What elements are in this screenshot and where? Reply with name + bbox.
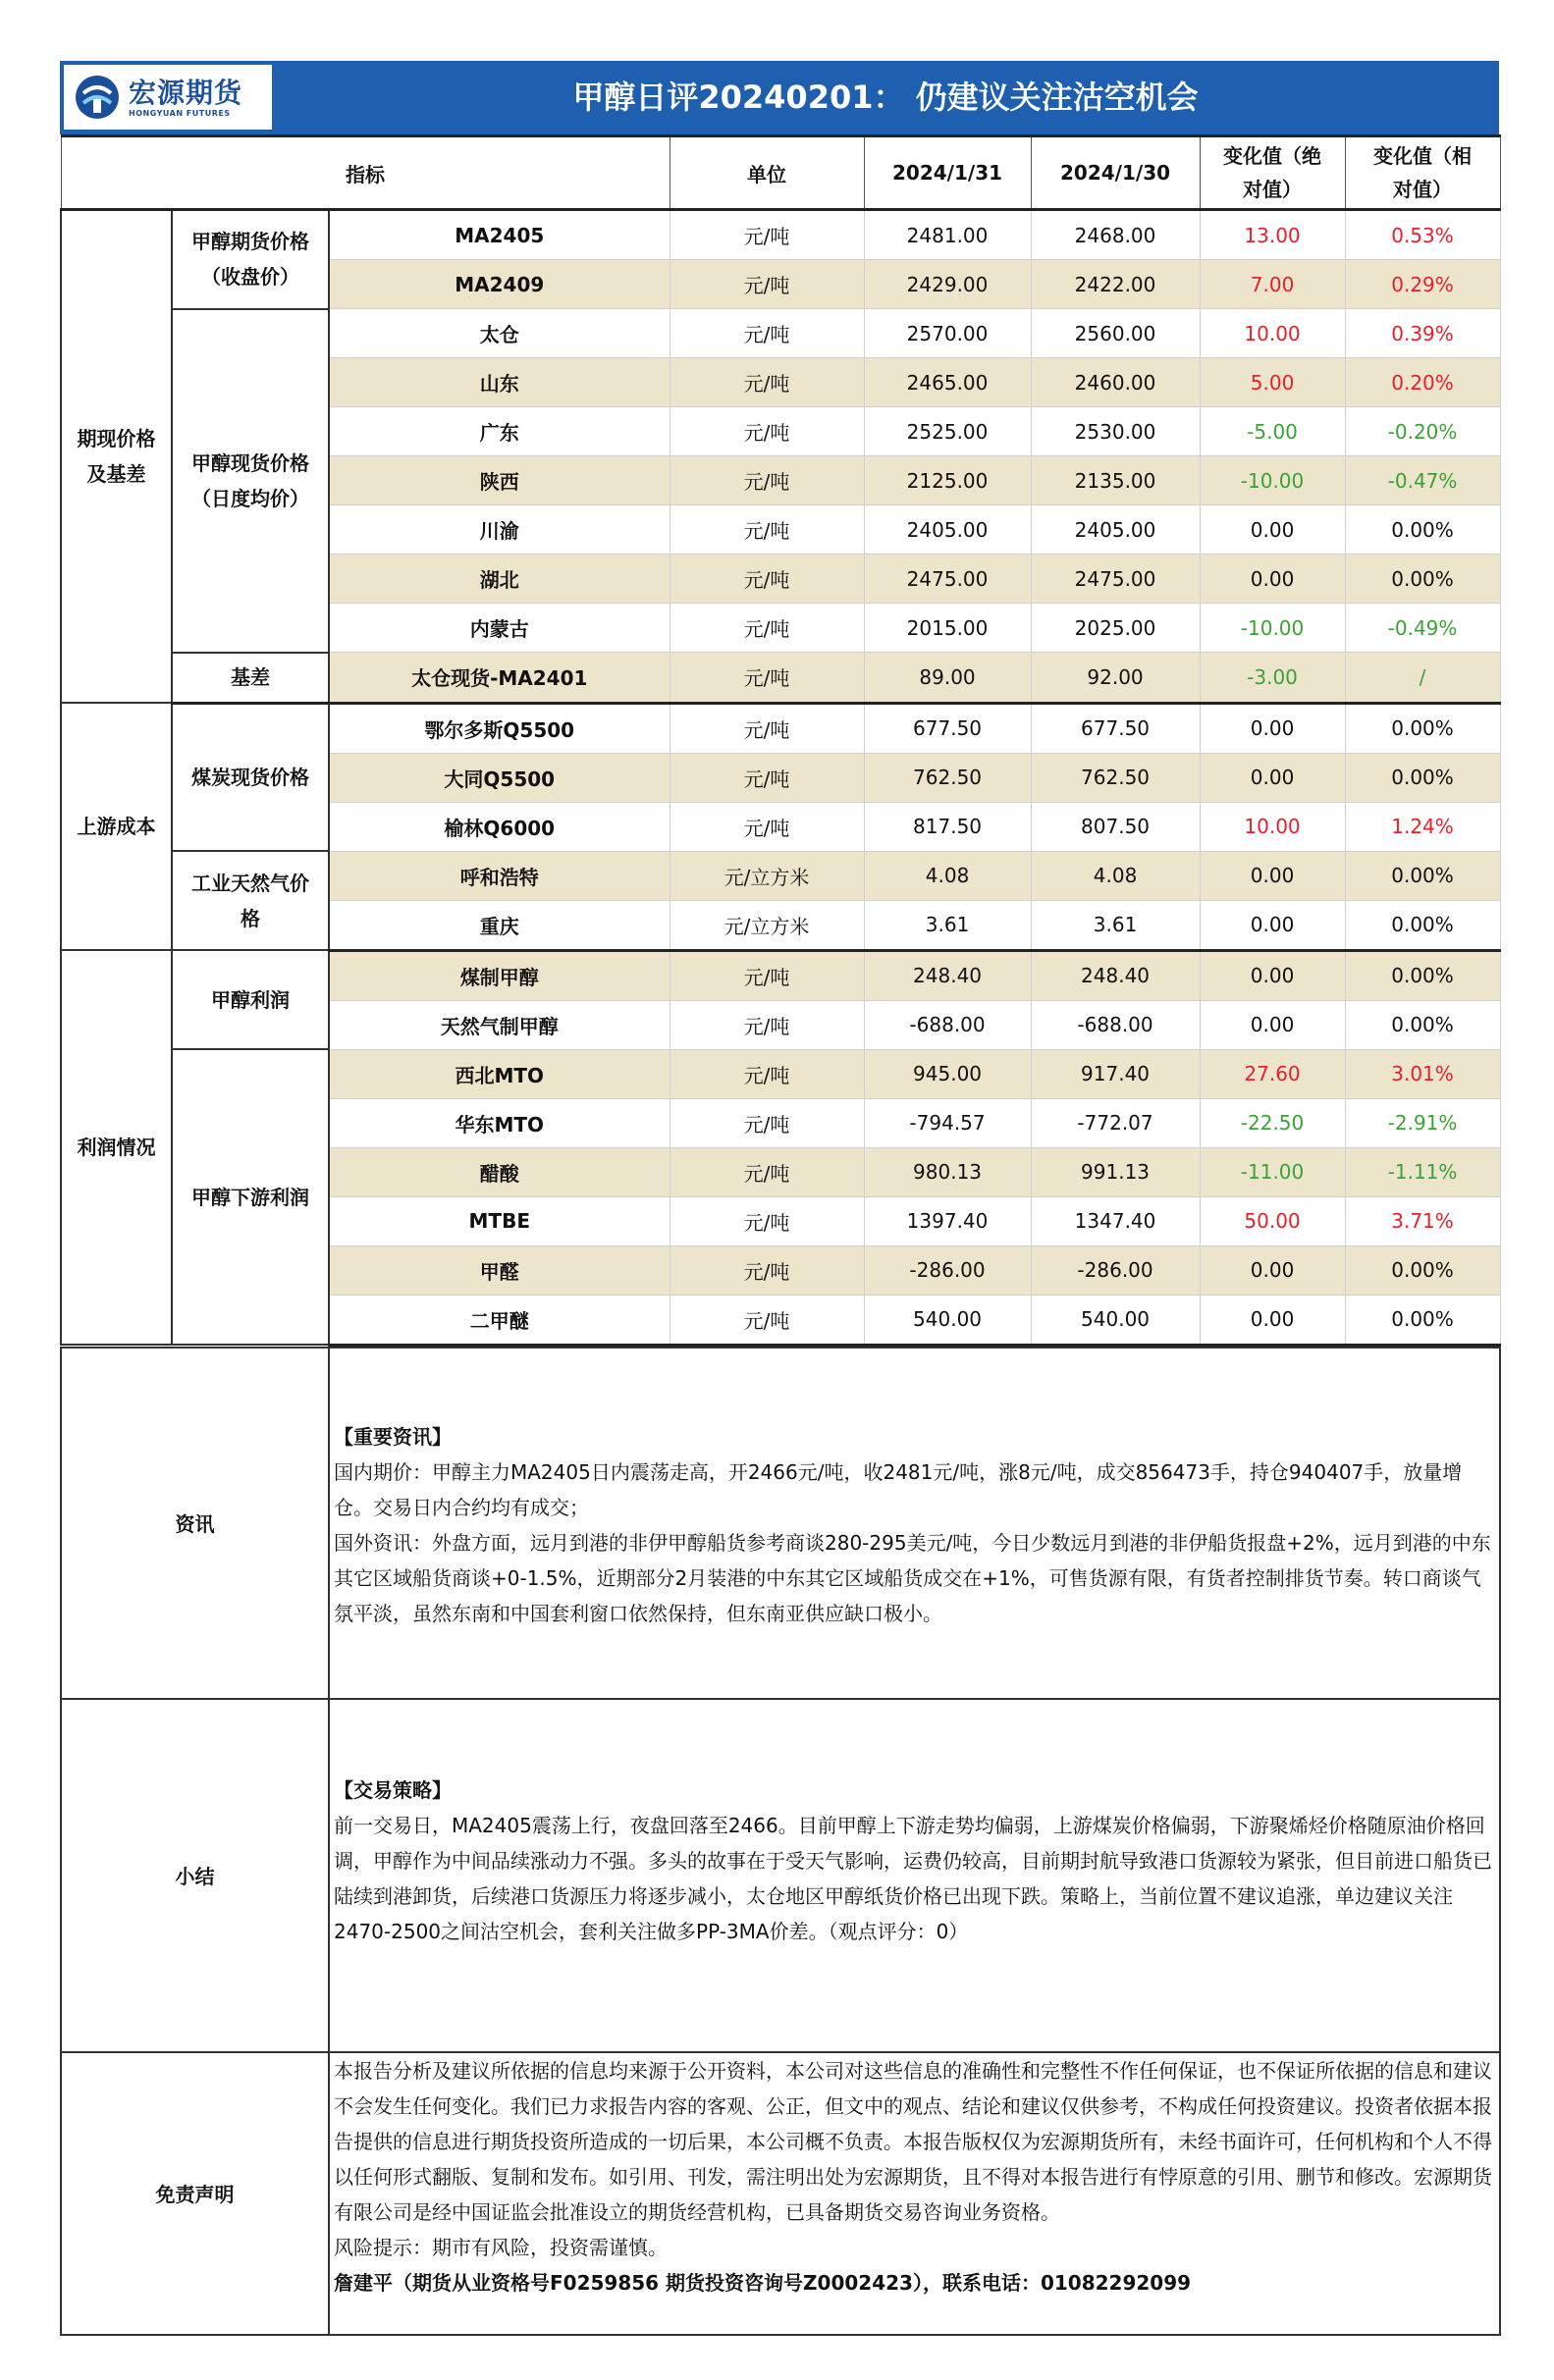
abs-change-cell: -10.00: [1200, 604, 1345, 653]
unit-cell: 元/吨: [670, 555, 864, 604]
value-date1-cell: 89.00: [864, 653, 1031, 704]
summary-body: [329, 1699, 1500, 2052]
news-domestic: 国内期价：甲醇主力MA2405日内震荡走高，开2466元/吨，收2481元/吨，涨8元/吨，成交856473手，持仓940407手，放量增仓。交易日内合约均有成交；: [334, 1459, 1463, 1519]
indicator-cell: 鄂尔多斯Q5500: [329, 703, 670, 753]
unit-cell: 元/吨: [670, 1196, 864, 1245]
indicator-cell: 太仓现货-MA2401: [329, 653, 670, 704]
unit-cell: 元/吨: [670, 1147, 864, 1196]
commentary-table: [60, 1347, 1501, 2336]
abs-change-cell: 0.00: [1200, 555, 1345, 604]
unit-cell: 元/吨: [670, 1295, 864, 1345]
value-date2-cell: 540.00: [1031, 1295, 1200, 1345]
value-date1-cell: 2465.00: [864, 358, 1031, 407]
rel-change-cell: 0.00%: [1345, 900, 1500, 950]
unit-cell: 元/吨: [670, 1245, 864, 1295]
value-date2-cell: 2475.00: [1031, 555, 1200, 604]
subgroup-label: 工业天然气价格: [172, 851, 329, 950]
abs-change-cell: 5.00: [1200, 358, 1345, 407]
indicator-cell: 山东: [329, 358, 670, 407]
indicator-cell: 川渝: [329, 505, 670, 555]
value-date2-cell: -286.00: [1031, 1245, 1200, 1295]
news-label: 资讯: [61, 1348, 329, 1699]
value-date2-cell: 248.40: [1031, 950, 1200, 1000]
value-date1-cell: 2429.00: [864, 260, 1031, 309]
rel-change-cell: 0.53%: [1345, 210, 1500, 260]
value-date1-cell: -688.00: [864, 1000, 1031, 1049]
unit-cell: 元/吨: [670, 703, 864, 753]
rel-change-cell: 0.00%: [1345, 703, 1500, 753]
indicator-cell: 二甲醚: [329, 1295, 670, 1345]
rel-change-cell: 3.01%: [1345, 1049, 1500, 1098]
value-date1-cell: -794.57: [864, 1098, 1031, 1147]
value-date2-cell: 2135.00: [1031, 456, 1200, 505]
news-body: [329, 1348, 1500, 1699]
value-date1-cell: 677.50: [864, 703, 1031, 753]
value-date2-cell: 917.40: [1031, 1049, 1200, 1098]
value-date1-cell: 248.40: [864, 950, 1031, 1000]
report-header: [60, 61, 1499, 134]
rel-change-cell: 1.24%: [1345, 802, 1500, 851]
disclaimer-body: [329, 2052, 1500, 2335]
rel-change-cell: -1.11%: [1345, 1147, 1500, 1196]
indicator-cell: 太仓: [329, 309, 670, 358]
subgroup-label: 甲醇现货价格（日度均价）: [172, 309, 329, 653]
indicator-cell: 呼和浩特: [329, 851, 670, 900]
abs-change-cell: -3.00: [1200, 653, 1345, 704]
abs-change-cell: 7.00: [1200, 260, 1345, 309]
value-date2-cell: 2560.00: [1031, 309, 1200, 358]
abs-change-cell: 0.00: [1200, 950, 1345, 1000]
summary-label: 小结: [61, 1699, 329, 2052]
rel-change-cell: 0.29%: [1345, 260, 1500, 309]
summary-tag: 【交易策略】: [334, 1777, 452, 1802]
value-date2-cell: 3.61: [1031, 900, 1200, 950]
unit-cell: 元/吨: [670, 309, 864, 358]
table-row: [61, 309, 1500, 358]
abs-change-cell: 0.00: [1200, 1295, 1345, 1345]
value-date2-cell: 2468.00: [1031, 210, 1200, 260]
indicator-cell: 榆林Q6000: [329, 802, 670, 851]
indicator-cell: 甲醛: [329, 1245, 670, 1295]
value-date1-cell: 980.13: [864, 1147, 1031, 1196]
value-date2-cell: 762.50: [1031, 753, 1200, 802]
unit-cell: 元/吨: [670, 407, 864, 456]
value-date1-cell: 2525.00: [864, 407, 1031, 456]
abs-change-cell: -5.00: [1200, 407, 1345, 456]
rel-change-cell: 0.00%: [1345, 1295, 1500, 1345]
value-date2-cell: 991.13: [1031, 1147, 1200, 1196]
news-tag: 【重要资讯】: [334, 1424, 452, 1449]
unit-cell: 元/吨: [670, 1000, 864, 1049]
subgroup-label: 甲醇期货价格（收盘价）: [172, 210, 329, 309]
subgroup-label: 基差: [172, 653, 329, 704]
value-date1-cell: 1397.40: [864, 1196, 1031, 1245]
group-label: 期现价格及基差: [61, 210, 172, 704]
news-section: [61, 1348, 1500, 1699]
report-sheet: [60, 61, 1499, 2336]
col-abs-change: 变化值（绝对值）: [1200, 136, 1345, 210]
value-date1-cell: 540.00: [864, 1295, 1031, 1345]
rel-change-cell: 0.00%: [1345, 505, 1500, 555]
table-row: [61, 210, 1500, 260]
logo-mark-icon: [74, 74, 121, 121]
rel-change-cell: 0.00%: [1345, 851, 1500, 900]
rel-change-cell: /: [1345, 653, 1500, 704]
logo-name-en: HONGYUAN FUTURES: [129, 108, 231, 118]
subgroup-label: 煤炭现货价格: [172, 703, 329, 851]
table-row: [61, 1049, 1500, 1098]
unit-cell: 元/吨: [670, 1098, 864, 1147]
indicator-cell: 大同Q5500: [329, 753, 670, 802]
value-date1-cell: -286.00: [864, 1245, 1031, 1295]
value-date1-cell: 2405.00: [864, 505, 1031, 555]
value-date1-cell: 2015.00: [864, 604, 1031, 653]
unit-cell: 元/吨: [670, 653, 864, 704]
abs-change-cell: -10.00: [1200, 456, 1345, 505]
indicator-cell: 天然气制甲醇: [329, 1000, 670, 1049]
abs-change-cell: 0.00: [1200, 703, 1345, 753]
abs-change-cell: 0.00: [1200, 1245, 1345, 1295]
value-date1-cell: 945.00: [864, 1049, 1031, 1098]
abs-change-cell: 0.00: [1200, 753, 1345, 802]
rel-change-cell: 3.71%: [1345, 1196, 1500, 1245]
table-body: [61, 210, 1500, 1346]
rel-change-cell: -0.47%: [1345, 456, 1500, 505]
value-date2-cell: 4.08: [1031, 851, 1200, 900]
rel-change-cell: -2.91%: [1345, 1098, 1500, 1147]
value-date1-cell: 762.50: [864, 753, 1031, 802]
unit-cell: 元/吨: [670, 753, 864, 802]
abs-change-cell: 0.00: [1200, 851, 1345, 900]
indicator-cell: 内蒙古: [329, 604, 670, 653]
indicator-cell: 华东MTO: [329, 1098, 670, 1147]
indicator-cell: MA2405: [329, 210, 670, 260]
author-line: 詹建平（期货从业资格号F0259856 期货投资咨询号Z0002423），联系电话：01082292099: [334, 2270, 1192, 2295]
abs-change-cell: 0.00: [1200, 1000, 1345, 1049]
col-indicator: 指标: [61, 136, 670, 210]
subgroup-label: 甲醇利润: [172, 950, 329, 1049]
news-overseas: 国外资讯：外盘方面，远月到港的非伊甲醇船货参考商谈280-295美元/吨，今日少数远月到港的非伊船货报盘+2%，远月到港的中东其它区域船货商谈+0-1.5%，近期部分2月装港的中东其它区域船货成交在+1%，可售货源有限，有货者控制排货节奏。转口商谈气氛平淡，虽然东南和中国套利窗口依然保持，但东南亚供应缺口极小。: [334, 1530, 1491, 1625]
rel-change-cell: 0.00%: [1345, 1245, 1500, 1295]
unit-cell: 元/立方米: [670, 900, 864, 950]
unit-cell: 元/吨: [670, 210, 864, 260]
subgroup-label: 甲醇下游利润: [172, 1049, 329, 1345]
summary-section: [61, 1699, 1500, 2052]
value-date2-cell: 2405.00: [1031, 505, 1200, 555]
table-row: [61, 851, 1500, 900]
rel-change-cell: 0.00%: [1345, 753, 1500, 802]
value-date2-cell: 2460.00: [1031, 358, 1200, 407]
value-date2-cell: -772.07: [1031, 1098, 1200, 1147]
disclaimer-text: 本报告分析及建议所依据的信息均来源于公开资料，本公司对这些信息的准确性和完整性不作任何保证，也不保证所依据的信息和建议不会发生任何变化。我们已力求报告内容的客观、公正，但文中的观点、结论和建议仅供参考，不构成任何投资建议。投资者依据本报告提供的信息进行期货投资所造成的一切后果，本公司概不负责。本报告版权仅为宏源期货所有，未经书面许可，任何机构和个人不得以任何形式翻版、复制和发布。如引用、刊发，需注明出处为宏源期货，且不得对本报告进行有悖原意的引用、删节和修改。宏源期货有限公司是经中国证监会批准设立的期货经营机构，已具备期货交易咨询业务资格。: [334, 2058, 1492, 2224]
indicator-cell: 煤制甲醇: [329, 950, 670, 1000]
value-date1-cell: 4.08: [864, 851, 1031, 900]
unit-cell: 元/立方米: [670, 851, 864, 900]
unit-cell: 元/吨: [670, 1049, 864, 1098]
value-date1-cell: 2475.00: [864, 555, 1031, 604]
abs-change-cell: -11.00: [1200, 1147, 1345, 1196]
abs-change-cell: 0.00: [1200, 900, 1345, 950]
indicator-cell: 陕西: [329, 456, 670, 505]
indicator-cell: 湖北: [329, 555, 670, 604]
logo-name-cn: 宏源期货: [129, 76, 243, 109]
rel-change-cell: 0.00%: [1345, 555, 1500, 604]
group-label: 上游成本: [61, 703, 172, 950]
indicator-cell: MTBE: [329, 1196, 670, 1245]
table-row: [61, 950, 1500, 1000]
group-label: 利润情况: [61, 950, 172, 1345]
abs-change-cell: 50.00: [1200, 1196, 1345, 1245]
value-date2-cell: 1347.40: [1031, 1196, 1200, 1245]
value-date2-cell: 2422.00: [1031, 260, 1200, 309]
abs-change-cell: -22.50: [1200, 1098, 1345, 1147]
unit-cell: 元/吨: [670, 358, 864, 407]
col-rel-change: 变化值（相对值）: [1345, 136, 1500, 210]
rel-change-cell: -0.20%: [1345, 407, 1500, 456]
abs-change-cell: 0.00: [1200, 505, 1345, 555]
report-title: 甲醇日评20240201： 仍建议关注沽空机会: [572, 79, 1199, 116]
rel-change-cell: 0.00%: [1345, 950, 1500, 1000]
value-date1-cell: 3.61: [864, 900, 1031, 950]
company-logo: [64, 65, 272, 130]
unit-cell: 元/吨: [670, 604, 864, 653]
value-date2-cell: 2530.00: [1031, 407, 1200, 456]
value-date2-cell: -688.00: [1031, 1000, 1200, 1049]
value-date1-cell: 817.50: [864, 802, 1031, 851]
table-row: [61, 653, 1500, 704]
unit-cell: 元/吨: [670, 950, 864, 1000]
value-date2-cell: 677.50: [1031, 703, 1200, 753]
indicator-table: [60, 134, 1501, 1347]
disclaimer-section: [61, 2052, 1500, 2335]
value-date2-cell: 807.50: [1031, 802, 1200, 851]
summary-text: 前一交易日，MA2405震荡上行，夜盘回落至2466。目前甲醇上下游走势均偏弱，上游煤炭价格偏弱，下游聚烯烃价格随原油价格回调，甲醇作为中间品续涨动力不强。多头的故事在于受天气影响，运费仍较高，目前期封航导致港口货源较为紧张，但目前进口船货已陆续到港卸货，后续港口货源压力将逐步减小，太仓地区甲醇纸货价格已出现下跌。策略上，当前位置不建议追涨，单边建议关注2470-2500之间沽空机会，套利关注做多PP-3MA价差。（观点评分：0）: [334, 1813, 1492, 1943]
unit-cell: 元/吨: [670, 456, 864, 505]
abs-change-cell: 10.00: [1200, 802, 1345, 851]
value-date1-cell: 2570.00: [864, 309, 1031, 358]
col-date-1: 2024/1/31: [864, 136, 1031, 210]
indicator-cell: 重庆: [329, 900, 670, 950]
col-unit: 单位: [670, 136, 864, 210]
abs-change-cell: 10.00: [1200, 309, 1345, 358]
disclaimer-label: 免责声明: [61, 2052, 329, 2335]
rel-change-cell: 0.39%: [1345, 309, 1500, 358]
col-date-2: 2024/1/30: [1031, 136, 1200, 210]
rel-change-cell: 0.20%: [1345, 358, 1500, 407]
rel-change-cell: -0.49%: [1345, 604, 1500, 653]
abs-change-cell: 13.00: [1200, 210, 1345, 260]
table-header-row: [61, 136, 1500, 210]
value-date2-cell: 2025.00: [1031, 604, 1200, 653]
indicator-cell: MA2409: [329, 260, 670, 309]
indicator-cell: 广东: [329, 407, 670, 456]
unit-cell: 元/吨: [670, 802, 864, 851]
value-date2-cell: 92.00: [1031, 653, 1200, 704]
risk-note: 风险提示：期市有风险，投资需谨慎。: [334, 2235, 668, 2259]
unit-cell: 元/吨: [670, 505, 864, 555]
indicator-cell: 醋酸: [329, 1147, 670, 1196]
abs-change-cell: 27.60: [1200, 1049, 1345, 1098]
value-date1-cell: 2481.00: [864, 210, 1031, 260]
indicator-cell: 西北MTO: [329, 1049, 670, 1098]
unit-cell: 元/吨: [670, 260, 864, 309]
table-row: [61, 703, 1500, 753]
rel-change-cell: 0.00%: [1345, 1000, 1500, 1049]
value-date1-cell: 2125.00: [864, 456, 1031, 505]
